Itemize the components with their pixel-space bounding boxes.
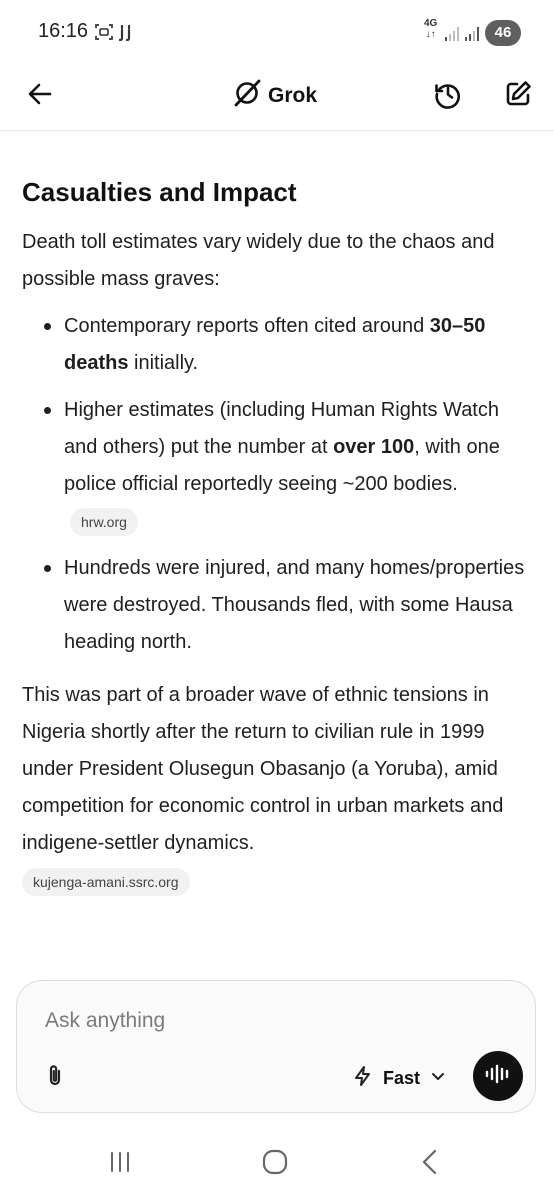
edit-icon xyxy=(503,79,533,114)
paperclip-icon xyxy=(44,1063,68,1094)
history-button[interactable] xyxy=(428,76,468,116)
chevron-down-icon xyxy=(430,1068,446,1089)
list-item-text: , with one police official reportedly seeing ~200 bodies. xyxy=(64,435,500,495)
recent-apps-icon xyxy=(107,1150,133,1179)
bullet-dot xyxy=(44,407,51,414)
lightning-icon xyxy=(353,1065,373,1092)
system-nav-bar xyxy=(0,1130,554,1200)
bullet-list xyxy=(22,308,537,661)
app-title: Grok xyxy=(268,83,318,107)
system-back-button[interactable] xyxy=(410,1146,450,1182)
bullet-dot xyxy=(44,323,51,330)
composer xyxy=(16,980,536,1113)
voice-waveform-icon xyxy=(484,1063,512,1090)
home-icon xyxy=(262,1149,288,1180)
status-bar xyxy=(0,0,554,64)
attach-button[interactable] xyxy=(41,1063,71,1093)
bullet-dot xyxy=(44,565,51,572)
history-icon xyxy=(433,79,463,114)
mode-label: Fast xyxy=(383,1067,421,1088)
source-chip[interactable]: hrw.org xyxy=(70,508,138,536)
mode-selector[interactable] xyxy=(353,1063,446,1093)
intro-paragraph: Death toll estimates vary widely due to the chaos and possible mass graves: xyxy=(22,230,495,290)
list-item-text: Higher estimates (including Human Rights Watch and others) put the number at xyxy=(64,398,499,458)
brand xyxy=(232,78,317,113)
screenshot-icon xyxy=(94,22,114,47)
app-header xyxy=(0,64,554,131)
signal-bars-icon xyxy=(444,24,462,47)
arrow-left-icon xyxy=(26,80,54,113)
list-item-bold: over 100 xyxy=(333,435,415,458)
back-icon xyxy=(420,1149,440,1180)
ask-input[interactable] xyxy=(45,1009,485,1033)
source-chip[interactable]: kujenga-amani.ssrc.org xyxy=(22,868,190,896)
back-button[interactable] xyxy=(20,76,60,116)
list-item-bold: 30–50 deaths xyxy=(64,314,486,374)
list-item-text: Contemporary reports often cited around xyxy=(64,314,430,337)
section-heading: Casualties and Impact xyxy=(22,177,297,207)
source-row xyxy=(22,868,537,896)
voice-mode-button[interactable] xyxy=(473,1051,523,1101)
summary-paragraph: This was part of a broader wave of ethnic tensions in Nigeria shortly after the return to civilian rule in 1999 under President Olusegun Obasanjo (a Yoruba), amid competition for economic control in urban markets and indigene-settler dynamics. xyxy=(22,683,504,854)
list-item xyxy=(64,392,537,540)
list-item xyxy=(64,308,537,382)
new-chat-button[interactable] xyxy=(498,76,538,116)
battery-indicator: 46 xyxy=(485,20,521,46)
grok-logo-icon xyxy=(232,78,262,113)
signal-bars-icon xyxy=(464,24,482,47)
network-type-icon: 4G ↓↑ xyxy=(424,18,438,40)
list-item-text: Hundreds were injured, and many homes/properties were destroyed. Thousands fled, with some Hausa heading north. xyxy=(64,556,525,653)
jiji-icon xyxy=(118,22,136,47)
network-type-label: 4G xyxy=(424,18,438,29)
list-item-text: initially. xyxy=(128,351,199,374)
list-item xyxy=(64,550,537,661)
status-time: 16:16 xyxy=(38,20,89,42)
home-button[interactable] xyxy=(255,1146,295,1182)
assistant-message xyxy=(22,176,537,896)
recent-apps-button[interactable] xyxy=(100,1146,140,1182)
